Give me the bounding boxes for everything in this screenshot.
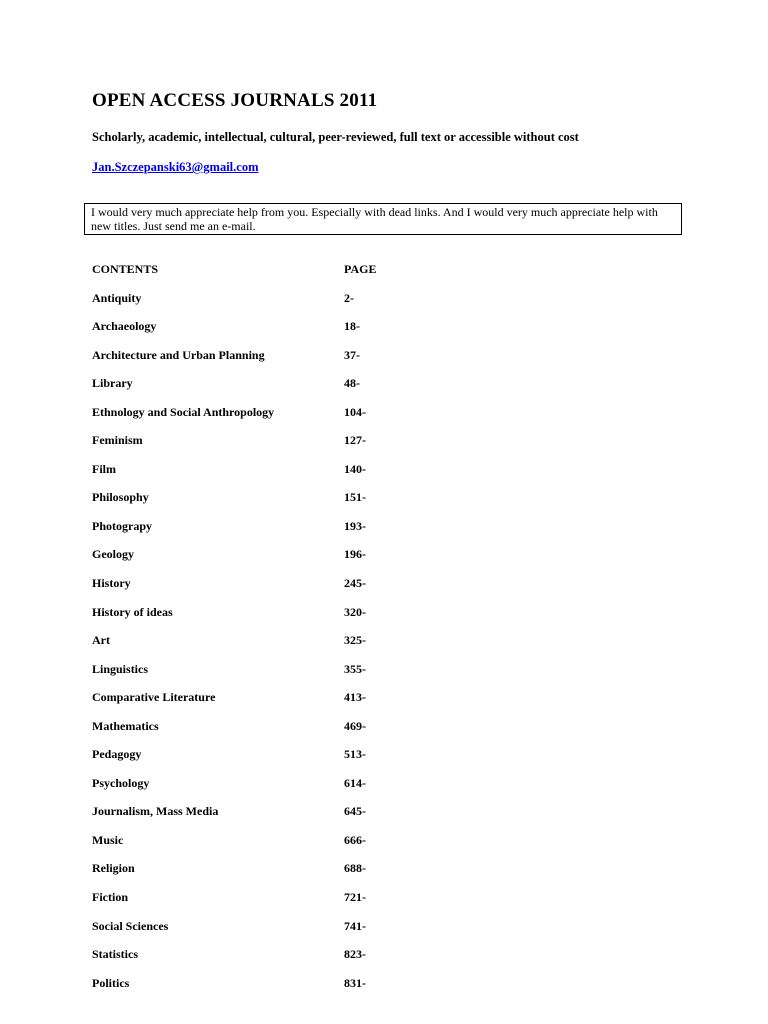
toc-section-label: Music [92, 832, 124, 847]
toc-page-number: 127- [344, 433, 366, 448]
toc-section-label: Antiquity [92, 290, 142, 305]
toc-row [92, 462, 512, 491]
toc-page-number: 48- [344, 376, 360, 391]
toc-page-number: 823- [344, 947, 366, 962]
toc-page-number: 325- [344, 633, 366, 648]
toc-section-label: Pedagogy [92, 747, 142, 762]
toc-page-number: 614- [344, 775, 366, 790]
toc-row [92, 519, 512, 548]
toc-section-label: Fiction [92, 890, 128, 905]
toc-section-label: Archaeology [92, 319, 157, 334]
toc-row [92, 433, 512, 462]
toc-row [92, 576, 512, 605]
toc-page-number: 666- [344, 832, 366, 847]
toc-row [92, 804, 512, 833]
toc-row [92, 947, 512, 976]
toc-row [92, 319, 512, 348]
toc-section-label: Feminism [92, 433, 143, 448]
toc-page-number: 831- [344, 975, 366, 990]
toc-page-number: 37- [344, 347, 360, 362]
toc-page-number: 2- [344, 290, 354, 305]
toc-section-label: Social Sciences [92, 918, 169, 933]
toc-row [92, 690, 512, 719]
toc-header-contents: CONTENTS [92, 262, 159, 276]
toc-page-number: 245- [344, 576, 366, 591]
toc-page-number: 140- [344, 461, 366, 476]
toc-row [92, 605, 512, 634]
toc-page-number: 193- [344, 518, 366, 533]
toc-row [92, 348, 512, 377]
toc-row [92, 405, 512, 434]
toc-section-label: Art [92, 633, 110, 648]
toc-row [92, 633, 512, 662]
toc-page-number: 469- [344, 718, 366, 733]
toc-page-number: 721- [344, 890, 366, 905]
toc-row [92, 861, 512, 890]
toc-page-number: 645- [344, 804, 366, 819]
toc-row [92, 919, 512, 948]
toc-section-label: Linguistics [92, 661, 149, 676]
toc-page-number: 688- [344, 861, 366, 876]
toc-section-label: History [92, 576, 131, 591]
toc-page-number: 320- [344, 604, 366, 619]
toc-page-number: 355- [344, 661, 366, 676]
toc-section-label: Politics [92, 975, 130, 990]
table-of-contents [92, 262, 512, 1004]
email-link[interactable]: Jan.Szczepanski63@gmail.com [92, 160, 259, 174]
toc-row [92, 376, 512, 405]
document-title: OPEN ACCESS JOURNALS 2011 [92, 90, 378, 111]
toc-page-number: 196- [344, 547, 366, 562]
toc-section-label: Philosophy [92, 490, 149, 505]
toc-row [92, 747, 512, 776]
toc-section-label: Comparative Literature [92, 690, 216, 705]
toc-section-label: Photograpy [92, 518, 152, 533]
toc-page-number: 413- [344, 690, 366, 705]
toc-row [92, 547, 512, 576]
toc-section-label: Journalism, Mass Media [92, 804, 219, 819]
toc-page-number: 741- [344, 918, 366, 933]
notice-text: I would very much appreciate help from you. Especially with dead links. And I would very much appreciate help with new titles. Just send me an e-mail. [91, 205, 658, 233]
toc-row [92, 490, 512, 519]
toc-section-label: Religion [92, 861, 135, 876]
toc-row [92, 719, 512, 748]
toc-page-number: 151- [344, 490, 366, 505]
toc-section-label: Architecture and Urban Planning [92, 347, 265, 362]
toc-page-number: 513- [344, 747, 366, 762]
toc-row [92, 776, 512, 805]
toc-page-number: 104- [344, 404, 366, 419]
toc-row [92, 291, 512, 320]
notice-box [84, 203, 682, 235]
toc-row [92, 833, 512, 862]
toc-row [92, 976, 512, 1005]
toc-header-row [92, 262, 512, 291]
toc-section-label: Geology [92, 547, 134, 562]
toc-section-label: Library [92, 376, 133, 391]
toc-section-label: Psychology [92, 775, 150, 790]
toc-row [92, 890, 512, 919]
toc-section-label: Mathematics [92, 718, 159, 733]
toc-section-label: History of ideas [92, 604, 173, 619]
toc-section-label: Statistics [92, 947, 138, 962]
toc-section-label: Film [92, 461, 116, 476]
toc-header-page: PAGE [344, 262, 377, 276]
document-subtitle: Scholarly, academic, intellectual, cultural, peer-reviewed, full text or accessible without cost [92, 130, 579, 144]
toc-row [92, 662, 512, 691]
toc-section-label: Ethnology and Social Anthropology [92, 404, 275, 419]
toc-page-number: 18- [344, 319, 360, 334]
